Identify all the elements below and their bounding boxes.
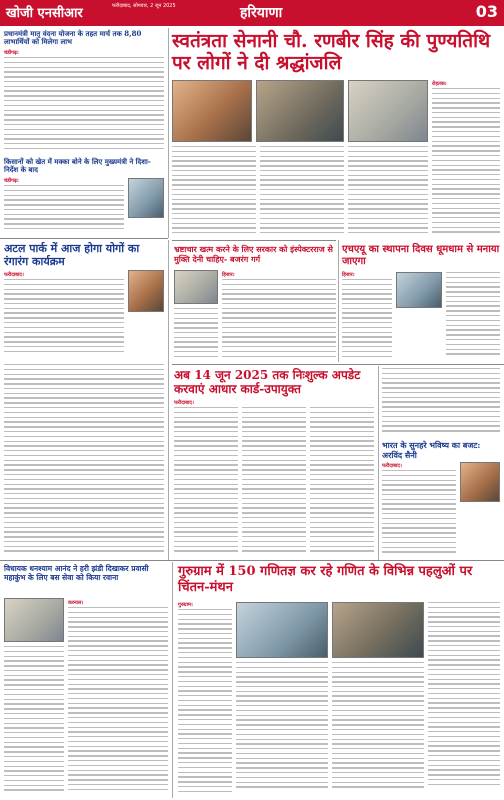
article-2-body bbox=[432, 88, 500, 238]
article-9-body-2 bbox=[4, 646, 64, 795]
article-10-headline: गुरुग्राम में 150 गणितज्ञ कर रहे गणित के विभिन्न पहलुओं पर चिंतन-मंथन bbox=[178, 564, 473, 595]
newspaper-title: खोजी एनसीआर bbox=[6, 6, 83, 21]
article-6-headline: एचएयू का स्थापना दिवस धूमधाम से मनाया जाएगा bbox=[342, 244, 500, 267]
article-8-byline: फरीदाबाद। bbox=[382, 463, 402, 469]
section-title: हरियाणा bbox=[240, 5, 283, 21]
article-7-headline: अब 14 जून 2025 तक निःशुल्क अपडेट करवाएं आधार कार्ड-उपायुक्त bbox=[174, 368, 361, 396]
article-3-byline: चंडीगढ़। bbox=[4, 178, 19, 184]
article-1-body bbox=[4, 57, 164, 155]
article-6-byline: हिसार। bbox=[342, 272, 355, 278]
article-3-photo bbox=[128, 178, 164, 218]
article-4-body-2 bbox=[4, 364, 164, 558]
article-10-body-col2 bbox=[236, 662, 328, 795]
article-5-photo bbox=[174, 270, 218, 304]
article-2-body-col1 bbox=[172, 146, 256, 238]
article-6-body bbox=[342, 279, 392, 361]
page-number: 03 bbox=[475, 2, 498, 21]
article-1-byline: चंडीगढ़। bbox=[4, 50, 19, 56]
article-10-body-col1 bbox=[178, 609, 232, 795]
article-9-headline: विधायक धनश्याम आनंद ने हरी झंडी दिखाकर प्रवासी महाकुंभ के लिए बस सेवा को किया रवाना bbox=[4, 564, 149, 582]
article-6-photo bbox=[396, 272, 442, 308]
article-7-body-col2 bbox=[242, 407, 306, 557]
article-8-body-top bbox=[382, 368, 500, 438]
article-2-photo-2 bbox=[256, 80, 344, 142]
article-7-body-col3 bbox=[310, 407, 374, 557]
article-2-photo-1 bbox=[172, 80, 252, 142]
article-2-photo-3 bbox=[348, 80, 428, 142]
article-9-byline: करनाल। bbox=[68, 600, 84, 606]
article-8-headline: भारत के सुनहरे भविष्य का बजट: अरविंद सैनी bbox=[382, 440, 481, 460]
article-2-byline: रोहतक। bbox=[432, 81, 447, 87]
article-5-body bbox=[222, 279, 336, 361]
article-5-byline: हिसार। bbox=[222, 272, 235, 278]
article-2-headline: स्वतंत्रता सेनानी चौ. रणबीर सिंह की पुण्यतिथि पर लोगों ने दी श्रद्धांजलि bbox=[172, 30, 491, 74]
article-4-body bbox=[4, 279, 124, 359]
article-4-headline: अटल पार्क में आज होगा योगों का रंगारंग कार्यक्रम bbox=[4, 242, 140, 268]
article-10-photo-2 bbox=[332, 602, 424, 658]
article-6-body-2 bbox=[446, 272, 500, 361]
masthead bbox=[0, 0, 504, 26]
article-10-body-col4 bbox=[428, 602, 500, 795]
article-2-body-col3 bbox=[348, 146, 428, 238]
article-7-body-col1 bbox=[174, 407, 238, 557]
article-9-body bbox=[68, 607, 168, 795]
article-1-headline: प्रधानमंत्री मातृ वंदना योजना के तहत मार्च तक 8,80 लाभार्थियों को मिलेगा लाभ bbox=[4, 29, 142, 46]
article-9-photo bbox=[4, 598, 64, 642]
date-line: फरीदाबाद, सोमवार, 2 जून 2025 bbox=[112, 3, 176, 9]
article-10-byline: गुरुग्राम। bbox=[178, 602, 193, 608]
article-10-body-col3 bbox=[332, 662, 424, 795]
article-8-photo bbox=[460, 462, 500, 502]
article-4-photo bbox=[128, 270, 164, 312]
article-8-body bbox=[382, 470, 456, 558]
article-3-headline: किसानों को खेत में मक्का बोने के लिए मुख्यमंत्री ने दिशा-निर्देश के बाद bbox=[4, 157, 151, 174]
article-3-body bbox=[4, 185, 124, 231]
article-5-body-2 bbox=[174, 308, 218, 361]
article-2-body-col2 bbox=[260, 146, 344, 238]
article-7-byline: फरीदाबाद। bbox=[174, 400, 194, 406]
article-5-headline: भ्रष्टाचार खत्म करने के लिए सरकार को इंस्पेक्टरराज से मुक्ति देनी चाहिए- बजरंग गर्ग bbox=[174, 244, 333, 264]
article-10-photo-1 bbox=[236, 602, 328, 658]
article-4-byline: फरीदाबाद। bbox=[4, 272, 24, 278]
